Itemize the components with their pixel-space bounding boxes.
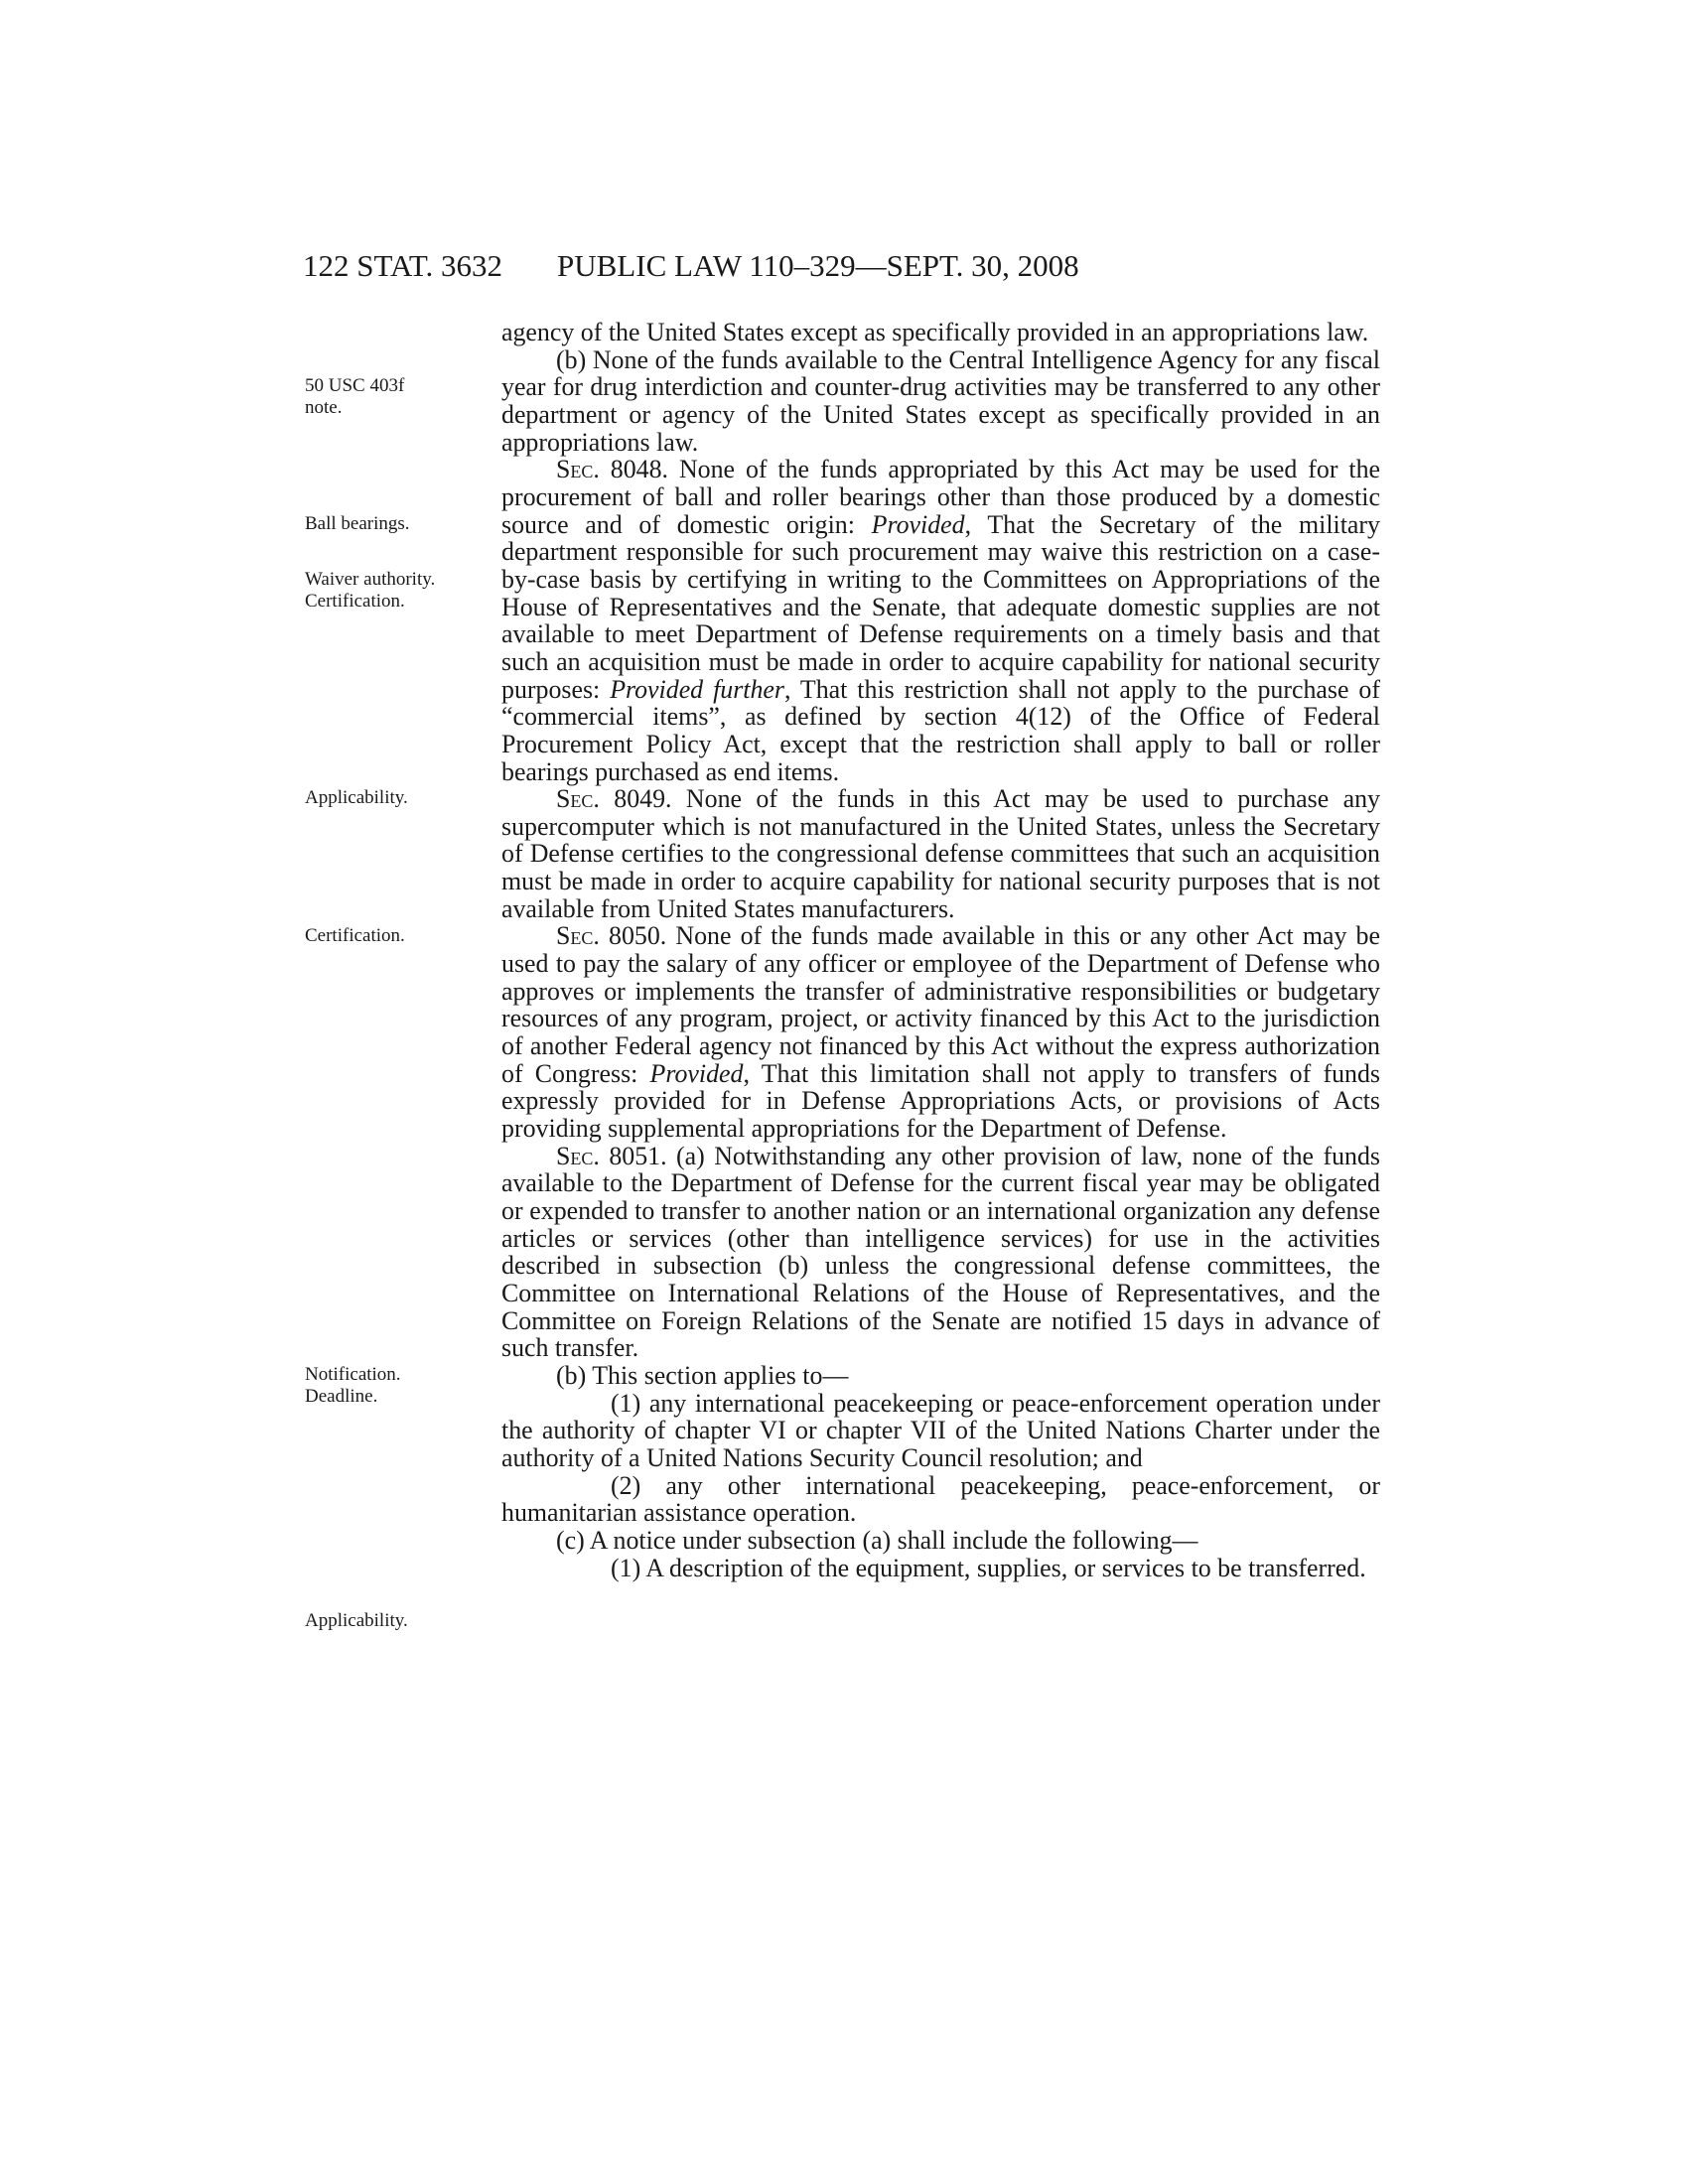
section-number: Sec. 8048. [556,455,669,484]
proviso-term: Provided further [610,674,784,704]
paragraph: agency of the United States except as specifically provided in an appropriations law. [501,318,1369,346]
section-number: Sec. 8051. [556,1141,667,1170]
margin-note-line: Applicability. [305,1610,408,1631]
margin-note-line: Waiver authority. [305,569,436,590]
statute-body [501,319,1380,1581]
proviso-term: Provided [871,509,965,539]
section-8050 [501,922,1380,1142]
subsection: (b) This section applies to— [556,1360,849,1390]
margin-note-ball-bearings [305,513,493,535]
section-number: Sec. 8050. [556,921,667,951]
margin-note-line: Certification. [305,591,405,612]
section-text: , That this restriction shall not apply to the purchase of “commercial items”, as defined by section 4(12) of the Office of Federal Procurement Policy Act, except that the restriction shall apply to ball or roller bearings purchased as end items. [501,674,1380,786]
section-8048 [501,456,1380,785]
margin-note-line: Certification. [305,925,405,946]
section-text: , That this limitation shall not apply to transfers of funds expressly provided for in Defense Appropriations Acts, or provisions of Acts providing supplemental appropriations for the Department of Defense. [501,1058,1380,1144]
section-text: , That the Secretary of the military department responsible for such procurement may waive this restriction on a case-by-case basis by certifying in writing to the Committees on Appropriations of the House of Representatives and the Senate, that adequate domestic supplies are not available to meet Department of Defense requirements on a timely basis and that such an acquisition must be made in order to acquire capability for national security purposes: [501,509,1380,704]
proviso-term: Provided [649,1058,744,1088]
section-8051 [501,1143,1380,1362]
margin-note-applicability [305,787,493,809]
margin-note-line: 50 USC 403f [305,375,405,396]
section-text: (a) Notwithstanding any other provision of law, none of the funds available to the Department of Defense for the current fiscal year may be obligated or expended to transfer to another nation or an international organization any defense articles or services (other than intelligence services) for use in the activities described in subsection (b) unless the congressional defense committees, the Committee on International Relations of the House of Representatives, and the Committee on Foreign Relations of the Senate are notified 15 days in advance of such transfer. [501,1141,1380,1363]
margin-note-certification [305,925,493,947]
section-number: Sec. 8049. [556,784,672,814]
margin-note-waiver [305,569,493,613]
section-text: None of the funds made available in this or any other Act may be used to pay the salary of any officer or employee of the Department of Defense who approves or implements the transfer of administrative responsibilities or budgetary resources of any program, project, or activity financed by this Act to the jurisdiction of another Federal agency not financed by this Act without the express authorization of Congress: [501,921,1380,1088]
margin-note-line: Applicability. [305,787,408,808]
margin-note-line: Deadline. [305,1386,378,1407]
section-text: None of the funds in this Act may be used to purchase any supercomputer which is not manufactured in the United States, unless the Secretary of Defense certifies to the congressional defense committees that such an acquisition must be made in order to acquire capability for national security purposes that is not available from United States manufacturers. [501,784,1380,923]
margin-note-line: Notification. [305,1364,401,1385]
section-8049 [501,785,1380,922]
margin-note-usc [305,375,493,419]
section-text: None of the funds appropriated by this Act may be used for the procurement of ball and roller bearings other than those produced by a domestic source and of domestic origin: [501,455,1381,539]
paragraph-item: (1) any international peacekeeping or peace-enforcement operation under the authority of chapter VI or chapter VII of the United Nations Charter under the authority of a United Nations Security Council resolution; and [501,1388,1380,1472]
margin-note-line: note. [305,397,343,418]
paragraph: (b) None of the funds available to the Central Intelligence Agency for any fiscal year for drug interdiction and counter-drug activities may be transferred to any other department or agency of the United States except as specifically provided in an appropriations law. [501,344,1380,457]
subsection: (c) A notice under subsection (a) shall include the following— [556,1525,1198,1555]
margin-note-applicability [305,1610,493,1632]
margin-note-notification [305,1364,493,1408]
running-title: PUBLIC LAW 110–329—SEPT. 30, 2008 [557,248,1079,283]
paragraph-item: (1) A description of the equipment, supplies, or services to be transferred. [611,1553,1366,1582]
page-header [303,246,1380,286]
stat-reference: 122 STAT. 3632 [303,248,503,283]
margin-note-line: Ball bearings. [305,513,410,534]
paragraph-item: (2) any other international peacekeeping, peace-enforcement, or humanitarian assistance operation. [501,1470,1380,1528]
